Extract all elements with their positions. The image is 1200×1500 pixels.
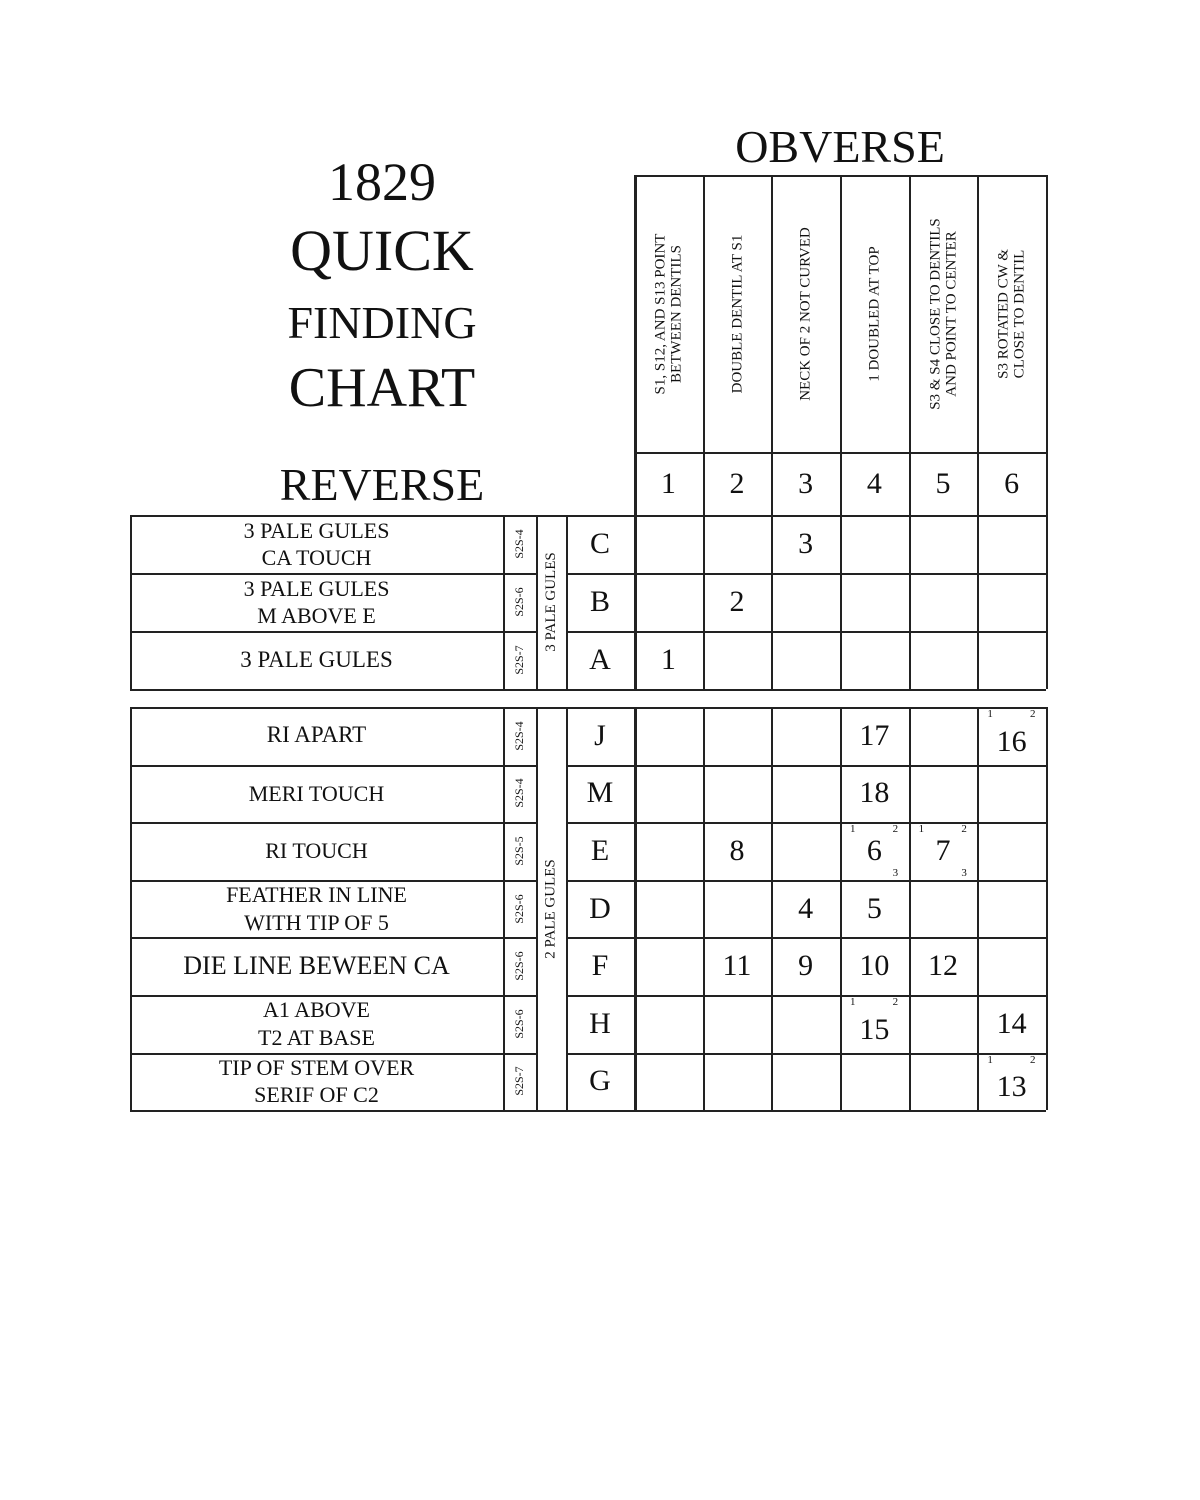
superscript-marker: 2 (1030, 708, 1036, 720)
reverse-letter: A (589, 643, 611, 676)
reverse-description: RI APART (266, 722, 367, 748)
die-variety-code: S2S-5 (511, 836, 526, 866)
obverse-column-number: 4 (866, 466, 882, 500)
reverse-letter: F (591, 949, 609, 983)
variety-number: 14 (996, 1006, 1027, 1040)
reverse-heading: REVERSE (279, 459, 485, 510)
grid-line (977, 515, 979, 689)
superscript-marker: 2 (961, 823, 967, 836)
reverse-letter: E (590, 833, 610, 867)
reverse-description: RI TOUCH (265, 838, 368, 864)
superscript-marker: 1 (987, 1053, 993, 1066)
superscript-marker: 2 (892, 996, 899, 1008)
die-variety-code: S2S-7 (511, 1066, 526, 1097)
group-label: 2 PALE GULES (542, 858, 559, 959)
reverse-description: A1 ABOVE T2 AT BASE (258, 997, 375, 1050)
reverse-letter: D (589, 891, 611, 925)
variety-number: 12 (927, 949, 958, 983)
obverse-column-description: 1 DOUBLED AT TOP (866, 245, 883, 382)
grid-line (566, 573, 1046, 575)
variety-number: 1 (660, 643, 676, 676)
die-variety-code: S2S-6 (511, 951, 526, 981)
variety-number: 8 (729, 833, 745, 867)
reverse-description: TIP OF STEM OVER SERIF OF C2 (218, 1054, 415, 1108)
variety-number: 17 (859, 718, 890, 752)
superscript-marker: 3 (892, 867, 899, 880)
die-variety-code: S2S-4 (511, 721, 526, 751)
variety-number: 5 (866, 891, 882, 925)
obverse-column-description: DOUBLE DENTIL AT S1 (728, 234, 745, 393)
reverse-description: 3 PALE GULES CA TOUCH (243, 517, 390, 570)
superscript-marker: 3 (961, 867, 967, 880)
grid-line (566, 1053, 1046, 1055)
reverse-letter: G (589, 1064, 611, 1098)
reverse-description: FEATHER IN LINE WITH TIP OF 5 (226, 882, 407, 935)
superscript-marker: 1 (850, 996, 856, 1008)
chart-year: 1829 (328, 152, 436, 212)
reverse-letter: M (586, 776, 614, 810)
grid-line (1046, 515, 1048, 689)
variety-number: 10 (859, 949, 890, 983)
variety-number: 15 (859, 1012, 890, 1046)
grid-line (130, 689, 1046, 691)
reverse-description: 3 PALE GULES M ABOVE E (243, 575, 390, 628)
grid-line (703, 707, 705, 1110)
reverse-letter: H (589, 1006, 611, 1040)
die-variety-code: S2S-4 (511, 529, 526, 559)
grid-line (840, 515, 842, 689)
grid-line (130, 1110, 1046, 1112)
grid-line (634, 707, 637, 1110)
reverse-description: MERI TOUCH (248, 780, 385, 806)
obverse-column-number: 1 (660, 466, 676, 500)
variety-number: 13 (996, 1070, 1027, 1104)
superscript-marker: 2 (1030, 1053, 1036, 1066)
group-label: 3 PALE GULES (542, 552, 559, 652)
grid-line (909, 515, 911, 689)
obverse-column-description: S3 ROTATED CW & CLOSE TO DENTIL (995, 248, 1028, 379)
obverse-column-description: S3 & S4 CLOSE TO DENTILS AND POINT TO CENTER (926, 217, 959, 410)
die-variety-code: S2S-4 (511, 778, 526, 809)
variety-number: 4 (798, 891, 814, 925)
obverse-heading: OBVERSE (735, 121, 945, 172)
grid-line (566, 995, 1046, 997)
grid-line (1046, 707, 1048, 1110)
variety-number: 18 (859, 776, 890, 810)
chart-title-finding: FINDING (287, 297, 477, 348)
variety-number: 7 (935, 833, 951, 867)
die-variety-code: S2S-6 (511, 587, 526, 617)
grid-line (503, 515, 505, 689)
variety-number: 16 (996, 724, 1027, 758)
grid-line (566, 765, 1046, 767)
obverse-column-number: 5 (935, 466, 951, 500)
superscript-marker: 1 (918, 823, 925, 836)
grid-line (503, 707, 505, 1110)
obverse-column-description: NECK OF 2 NOT CURVED (797, 226, 814, 401)
variety-number: 2 (729, 585, 745, 618)
die-variety-code: S2S-6 (511, 1009, 526, 1039)
die-variety-code: S2S-7 (511, 645, 526, 675)
superscript-marker: 1 (850, 823, 856, 836)
variety-number: 11 (722, 949, 752, 983)
reverse-letter: C (589, 527, 610, 560)
obverse-column-number: 3 (798, 466, 814, 500)
chart-title-chart: CHART (288, 357, 476, 419)
chart-title-quick: QUICK (290, 218, 474, 283)
superscript-marker: 1 (987, 708, 993, 720)
obverse-column-number: 2 (729, 466, 745, 500)
reverse-letter: B (589, 585, 610, 618)
variety-number: 3 (798, 527, 814, 560)
reverse-description: 3 PALE GULES (240, 646, 393, 672)
obverse-column-description: S1, S12, AND S13 POINT BETWEEN DENTILS (651, 233, 685, 394)
reverse-letter: J (594, 718, 606, 752)
superscript-marker: 2 (892, 823, 899, 836)
variety-number: 6 (866, 833, 882, 867)
die-variety-code: S2S-6 (511, 893, 526, 924)
reverse-description: DIE LINE BEWEEN CA (183, 950, 450, 980)
variety-number: 9 (798, 949, 814, 983)
obverse-column-number: 6 (1004, 466, 1020, 500)
grid-line (909, 707, 911, 1110)
